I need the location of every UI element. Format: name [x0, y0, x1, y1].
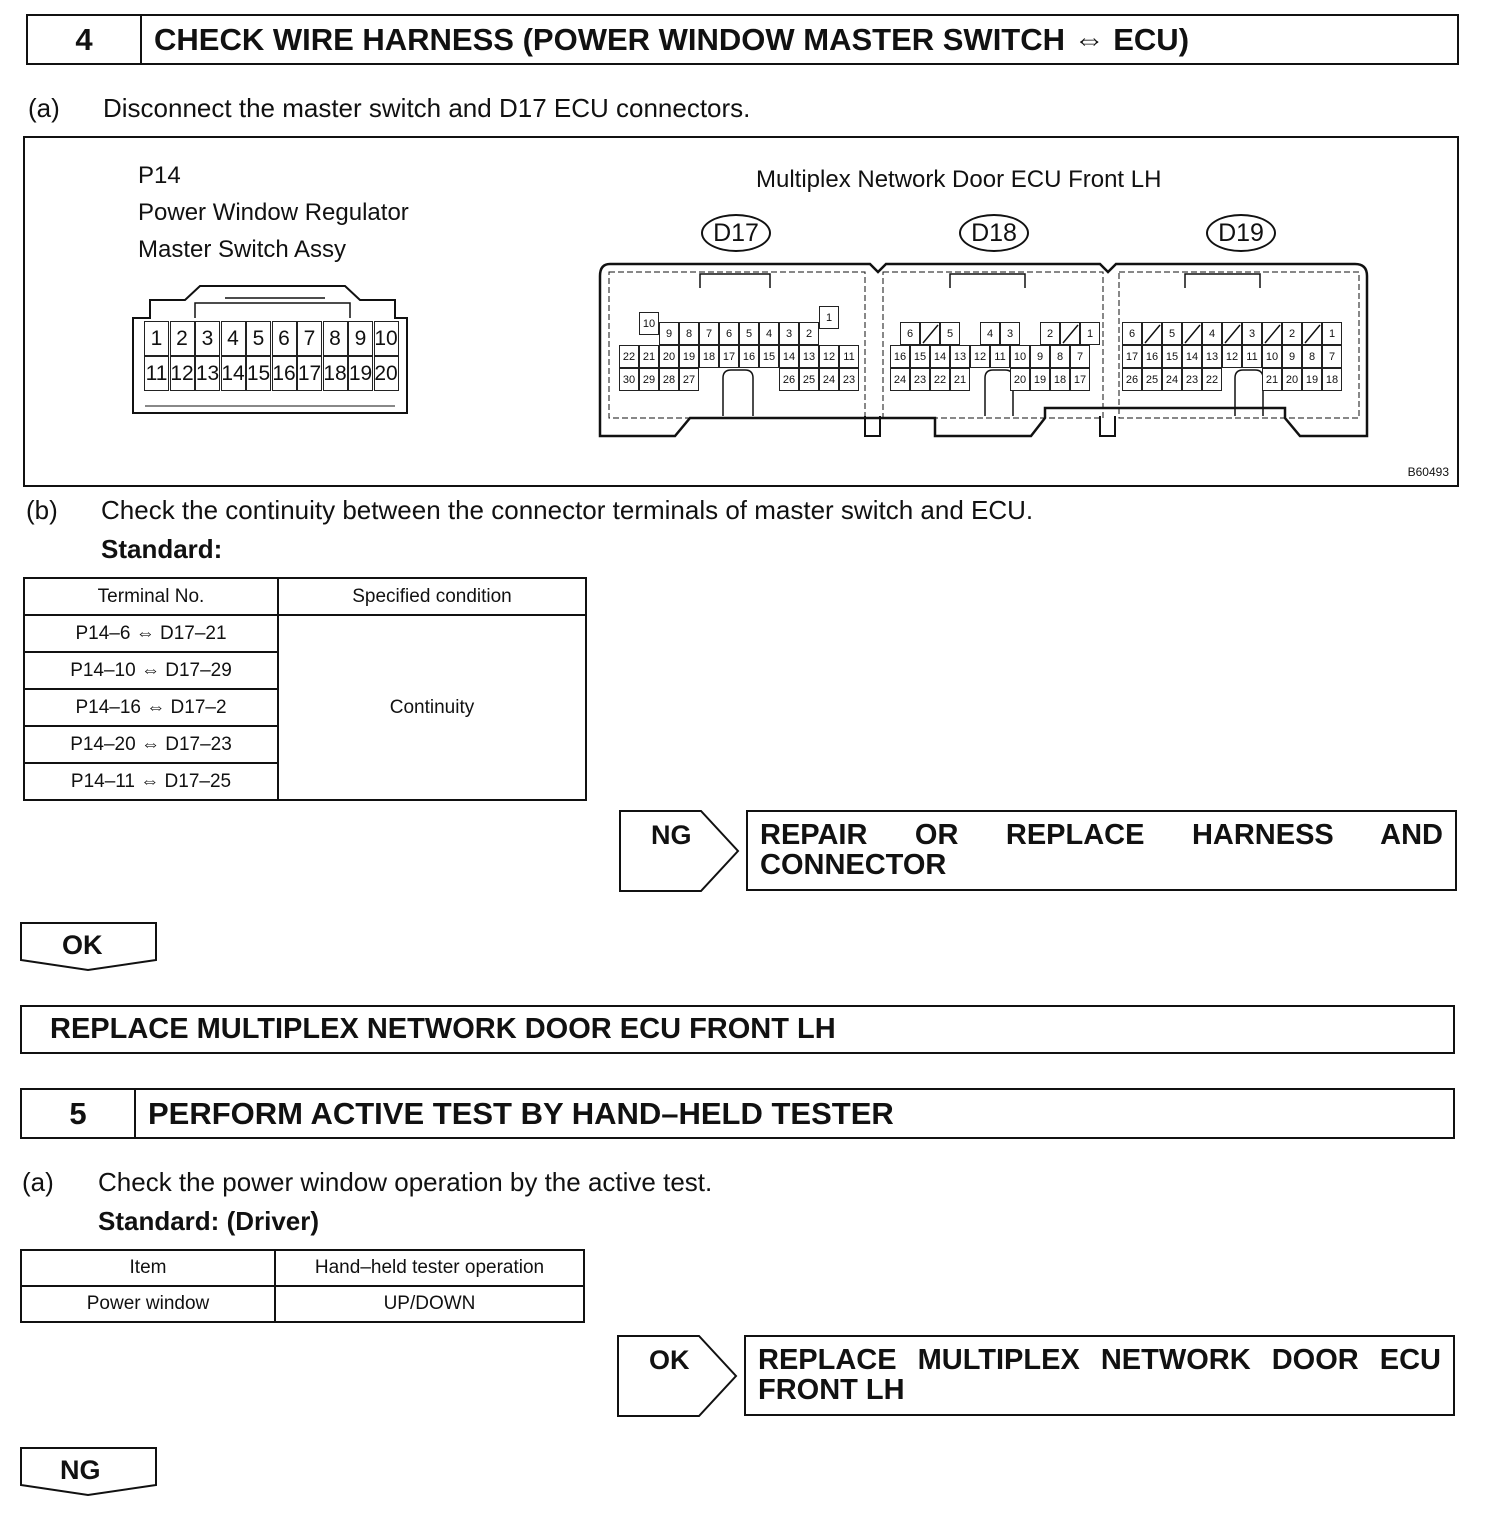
- ecu-terminal: 20: [1010, 368, 1030, 391]
- ecu-terminal: 27: [679, 368, 699, 391]
- ok-label: OK: [62, 930, 103, 960]
- connector-figure: [23, 136, 1459, 487]
- ecu-terminal: 3: [1000, 322, 1020, 345]
- blocked-terminal-icon: [1222, 322, 1242, 345]
- terminal-cell: P14–11 ⇔ D17–25: [24, 763, 278, 800]
- p14-terminal: 6: [272, 321, 297, 356]
- ecu-terminal: 14: [930, 345, 950, 368]
- p14-code: P14: [138, 162, 181, 189]
- p14-terminal: 5: [246, 321, 271, 356]
- step-a-text: Disconnect the master switch and D17 ECU connectors.: [103, 93, 751, 123]
- step-title: PERFORM ACTIVE TEST BY HAND–HELD TESTER: [148, 1095, 894, 1131]
- ecu-terminal: 3: [1242, 322, 1262, 345]
- step-a-label: (a): [28, 93, 60, 123]
- ecu-terminal: 6: [900, 322, 920, 345]
- step-a-text: Check the power window operation by the active test.: [98, 1167, 713, 1197]
- ecu-terminal: 18: [1050, 368, 1070, 391]
- ecu-terminal: 16: [890, 345, 910, 368]
- ecu-terminal: 1: [1322, 322, 1342, 345]
- condition-cell: Continuity: [278, 615, 586, 800]
- table-header-operation: Hand–held tester operation: [275, 1250, 584, 1286]
- p14-terminal: 8: [323, 321, 348, 356]
- table-header-terminal: Terminal No.: [24, 578, 278, 615]
- p14-terminal: 11: [144, 356, 169, 391]
- p14-name-line1: Power Window Regulator: [138, 199, 409, 226]
- table-header-item: Item: [21, 1250, 275, 1286]
- figure-code: B60493: [1407, 465, 1449, 479]
- ecu-terminal: 22: [1202, 368, 1222, 391]
- step-number: 4: [28, 16, 142, 63]
- ecu-terminal: 20: [659, 345, 679, 368]
- blocked-terminal-icon: [1142, 322, 1162, 345]
- p14-terminal: 4: [221, 321, 246, 356]
- ecu-terminal: 23: [910, 368, 930, 391]
- ecu-terminal: 8: [1050, 345, 1070, 368]
- p14-terminal: 2: [170, 321, 195, 356]
- ecu-terminal: 23: [839, 368, 859, 391]
- ecu-terminal: 21: [639, 345, 659, 368]
- ecu-terminal: 4: [759, 322, 779, 345]
- ecu-terminal: 6: [719, 322, 739, 345]
- ecu-terminal: 2: [799, 322, 819, 345]
- ecu-terminal: 14: [779, 345, 799, 368]
- p14-terminal: 15: [246, 356, 271, 391]
- operation-cell: UP/DOWN: [275, 1286, 584, 1322]
- ecu-terminal: 29: [639, 368, 659, 391]
- ecu-terminal: 16: [739, 345, 759, 368]
- p14-terminal: 19: [348, 356, 373, 391]
- ecu-terminal: 1: [819, 306, 839, 329]
- ecu-terminal: 17: [719, 345, 739, 368]
- step-b-text: Check the continuity between the connector terminals of master switch and ECU.: [101, 495, 1034, 525]
- step-a-label: (a): [22, 1167, 54, 1197]
- ecu-terminal: 9: [1030, 345, 1050, 368]
- ecu-terminal: 21: [950, 368, 970, 391]
- p14-terminal: 16: [272, 356, 297, 391]
- p14-name-line2: Master Switch Assy: [138, 236, 347, 263]
- blocked-terminal-icon: [1262, 322, 1282, 345]
- ecu-terminal: 10: [1010, 345, 1030, 368]
- ecu-terminal: 19: [1302, 368, 1322, 391]
- step-title: CHECK WIRE HARNESS (POWER WINDOW MASTER SWITCH ⇔ ECU): [154, 21, 1190, 57]
- ecu-terminal: 4: [1202, 322, 1222, 345]
- ecu-terminal: 30: [619, 368, 639, 391]
- ecu-terminal: 13: [799, 345, 819, 368]
- step-5-header: [20, 1088, 1455, 1139]
- ecu-terminal: 10: [639, 312, 659, 335]
- ecu-terminal: 12: [1222, 345, 1242, 368]
- connector-label-d18: D18: [959, 214, 1029, 252]
- ok-label: OK: [649, 1345, 690, 1375]
- ecu-terminal: 15: [759, 345, 779, 368]
- ecu-terminal: 20: [1282, 368, 1302, 391]
- ecu-terminal: 12: [970, 345, 990, 368]
- ng-label: NG: [60, 1455, 101, 1485]
- ecu-terminal: 8: [1302, 345, 1322, 368]
- blocked-terminal-icon: [1182, 322, 1202, 345]
- table-row: [24, 615, 586, 652]
- ecu-terminal: 13: [950, 345, 970, 368]
- ecu-terminal: 9: [659, 322, 679, 345]
- ecu-terminal: 9: [1282, 345, 1302, 368]
- terminal-cell: P14–16 ⇔ D17–2: [24, 689, 278, 726]
- ecu-terminal: 2: [1282, 322, 1302, 345]
- table-header-condition: Specified condition: [278, 578, 586, 615]
- ecu-terminal: 22: [619, 345, 639, 368]
- ok-branch-marker: [617, 1335, 739, 1417]
- ecu-terminal: 6: [1122, 322, 1142, 345]
- ecu-terminal: 24: [819, 368, 839, 391]
- p14-terminal: 13: [195, 356, 220, 391]
- ecu-terminal: 1: [1080, 322, 1100, 345]
- continuity-table: [23, 577, 587, 801]
- ecu-terminal: 17: [1122, 345, 1142, 368]
- ecu-terminal: 15: [1162, 345, 1182, 368]
- ecu-terminal: 16: [1142, 345, 1162, 368]
- ecu-terminal: 19: [1030, 368, 1050, 391]
- ecu-terminal: 5: [739, 322, 759, 345]
- item-cell: Power window: [21, 1286, 275, 1322]
- ecu-terminal: 5: [1162, 322, 1182, 345]
- ecu-terminal: 25: [799, 368, 819, 391]
- p14-terminal: 18: [323, 356, 348, 391]
- p14-terminal: 7: [297, 321, 322, 356]
- ecu-terminal: 2: [1040, 322, 1060, 345]
- connector-label-d17: D17: [701, 214, 771, 252]
- terminal-cell: P14–10 ⇔ D17–29: [24, 652, 278, 689]
- ecu-terminal: 11: [990, 345, 1010, 368]
- terminal-cell: P14–6 ⇔ D17–21: [24, 615, 278, 652]
- table-row: [21, 1286, 584, 1322]
- ecu-terminal: 12: [819, 345, 839, 368]
- ecu-terminal: 7: [1322, 345, 1342, 368]
- ng-branch-marker: [619, 810, 741, 892]
- ok-result-box: REPLACE MULTIPLEX NETWORK DOOR ECU FRONT LH: [20, 1005, 1455, 1054]
- ng-label: NG: [651, 820, 692, 850]
- p14-terminal: 20: [374, 356, 399, 391]
- blocked-terminal-icon: [1302, 322, 1322, 345]
- ok-result-box: REPLACE MULTIPLEX NETWORK DOOR ECU FRONT LH: [744, 1335, 1455, 1416]
- standard-label: Standard:: [101, 534, 223, 564]
- ecu-terminal: 7: [1070, 345, 1090, 368]
- ecu-terminal: 13: [1202, 345, 1222, 368]
- ecu-terminal: 22: [930, 368, 950, 391]
- ecu-terminal: 18: [1322, 368, 1342, 391]
- p14-terminal: 1: [144, 321, 169, 356]
- ecu-terminal: 10: [1262, 345, 1282, 368]
- step-4-header: [26, 14, 1459, 65]
- ecu-terminal: 21: [1262, 368, 1282, 391]
- p14-terminal: 17: [297, 356, 322, 391]
- ecu-terminal: 24: [1162, 368, 1182, 391]
- step-b-label: (b): [26, 495, 58, 525]
- p14-terminal: 12: [170, 356, 195, 391]
- standard-label: Standard: (Driver): [98, 1206, 320, 1236]
- ecu-terminal: 24: [890, 368, 910, 391]
- p14-terminal: 9: [348, 321, 373, 356]
- ecu-terminal: 19: [679, 345, 699, 368]
- p14-terminal: 14: [221, 356, 246, 391]
- ecu-terminal: 26: [779, 368, 799, 391]
- ecu-terminal: 14: [1182, 345, 1202, 368]
- p14-terminal: 10: [374, 321, 399, 356]
- ecu-terminal: 5: [940, 322, 960, 345]
- ecu-terminal: 26: [1122, 368, 1142, 391]
- ng-result-box: REPAIR OR REPLACE HARNESS AND CONNECTOR: [746, 810, 1457, 891]
- active-test-table: [20, 1249, 585, 1323]
- ecu-terminal: 23: [1182, 368, 1202, 391]
- p14-terminal: 3: [195, 321, 220, 356]
- connector-label-d19: D19: [1206, 214, 1276, 252]
- ecu-terminal: 15: [910, 345, 930, 368]
- ecu-terminal: 17: [1070, 368, 1090, 391]
- blocked-terminal-icon: [1060, 322, 1080, 345]
- ecu-terminal: 3: [779, 322, 799, 345]
- step-number: 5: [22, 1090, 136, 1137]
- ecu-terminal: 7: [699, 322, 719, 345]
- ecu-terminal: 11: [1242, 345, 1262, 368]
- ecu-terminal: 28: [659, 368, 679, 391]
- ecu-terminal: 8: [679, 322, 699, 345]
- blocked-terminal-icon: [920, 322, 940, 345]
- ecu-terminal: 4: [980, 322, 1000, 345]
- ecu-terminal: 11: [839, 345, 859, 368]
- ecu-title: Multiplex Network Door ECU Front LH: [756, 166, 1162, 193]
- terminal-cell: P14–20 ⇔ D17–23: [24, 726, 278, 763]
- ecu-terminal: 18: [699, 345, 719, 368]
- ecu-terminal: 25: [1142, 368, 1162, 391]
